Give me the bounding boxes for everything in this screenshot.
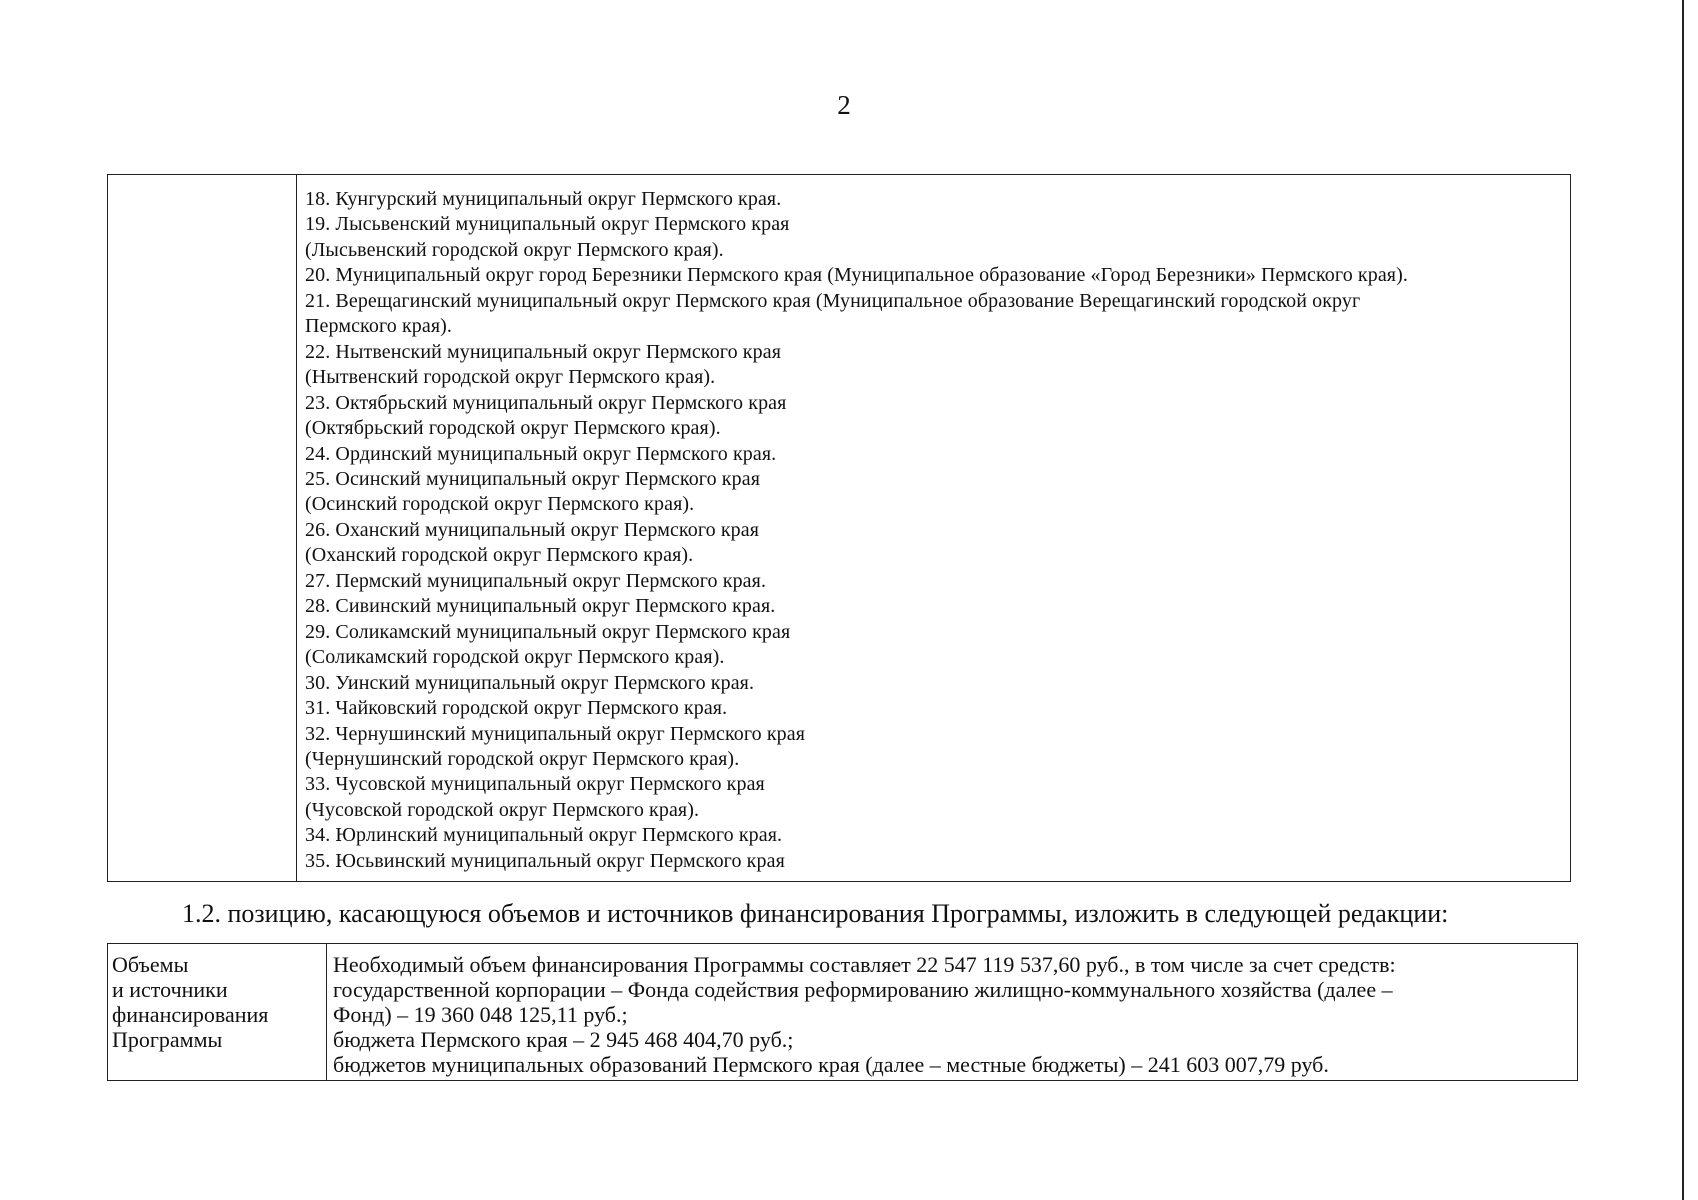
list-item: (Чернушинский городской округ Пермского края).	[305, 747, 740, 770]
list-item: 30. Уинский муниципальный округ Пермского края.	[305, 671, 755, 694]
list-item: 25. Осинский муниципальный округ Пермского края	[305, 467, 761, 490]
list-item: 31. Чайковский городской округ Пермского края.	[305, 697, 728, 720]
funding-table	[107, 943, 1578, 1081]
funding-label-line: Объемы	[112, 952, 189, 977]
list-item: 33. Чусовской муниципальный округ Пермского края	[305, 773, 765, 796]
list-item: (Октябрьский городской округ Пермского края).	[305, 417, 721, 440]
scan-edge-line	[1682, 0, 1684, 1200]
list-item: 28. Сивинский муниципальный округ Пермского края.	[305, 595, 776, 618]
list-item: 21. Верещагинский муниципальный округ Пермского края (Муниципальное образование Верещагинский городской округ	[305, 289, 1361, 312]
list-item: (Осинский городской округ Пермского края).	[305, 493, 695, 516]
section-heading: 1.2. позицию, касающуюся объемов и источников финансирования Программы, изложить в следующей редакции:	[182, 899, 1449, 928]
list-item: 29. Соликамский муниципальный округ Пермского края	[305, 620, 791, 643]
funding-value-line: Фонд) – 19 360 048 125,11 руб.;	[333, 1002, 628, 1027]
funding-label-line: и источники	[112, 977, 228, 1002]
list-item: 20. Муниципальный округ город Березники Пермского края (Муниципальное образование «Город Березники» Пермского края).	[305, 264, 1408, 287]
list-item: 34. Юрлинский муниципальный округ Пермского края.	[305, 824, 783, 847]
page-number: 2	[837, 90, 851, 120]
funding-value-line: бюджетов муниципальных образований Пермского края (далее – местные бюджеты) – 241 603 007,79 руб.	[333, 1052, 1329, 1077]
municipalities-table	[107, 174, 1571, 882]
list-item: 23. Октябрьский муниципальный округ Пермского края	[305, 391, 787, 414]
funding-value-line: Необходимый объем финансирования Программы составляет 22 547 119 537,60 руб., в том числе за счет средств:	[333, 952, 1396, 977]
list-item: (Чусовской городской округ Пермского края).	[305, 798, 700, 821]
funding-label-line: Программы	[112, 1027, 223, 1052]
list-item: 19. Лысьвенский муниципальный округ Пермского края	[305, 213, 790, 236]
list-item: (Нытвенский городской округ Пермского края).	[305, 366, 716, 389]
funding-value-cell	[327, 944, 1577, 1080]
municipalities-list	[297, 175, 1570, 881]
list-item: Пермского края).	[305, 315, 453, 338]
funding-value-line: бюджета Пермского края – 2 945 468 404,70 руб.;	[333, 1027, 794, 1052]
list-item: 22. Нытвенский муниципальный округ Пермского края	[305, 340, 782, 363]
list-item: 35. Юсьвинский муниципальный округ Пермского края	[305, 849, 785, 872]
funding-label-cell	[108, 944, 327, 1080]
funding-value-line: государственной корпорации – Фонда содействия реформированию жилищно-коммунального хозяйства (далее –	[333, 977, 1393, 1002]
list-item: (Соликамский городской округ Пермского края).	[305, 646, 725, 669]
list-item: 27. Пермский муниципальный округ Пермского края.	[305, 569, 767, 592]
list-item: 18. Кунгурский муниципальный округ Пермского края.	[305, 188, 782, 210]
list-item: 32. Чернушинский муниципальный округ Пермского края	[305, 722, 806, 745]
funding-label-line: финансирования	[112, 1002, 269, 1027]
municipalities-table-left-cell	[108, 175, 297, 881]
list-item: 26. Оханский муниципальный округ Пермского края	[305, 518, 760, 541]
list-item: (Лысьвенский городской округ Пермского края).	[305, 238, 724, 261]
list-item: (Оханский городской округ Пермского края).	[305, 544, 694, 567]
list-item: 24. Ординский муниципальный округ Пермского края.	[305, 442, 777, 465]
